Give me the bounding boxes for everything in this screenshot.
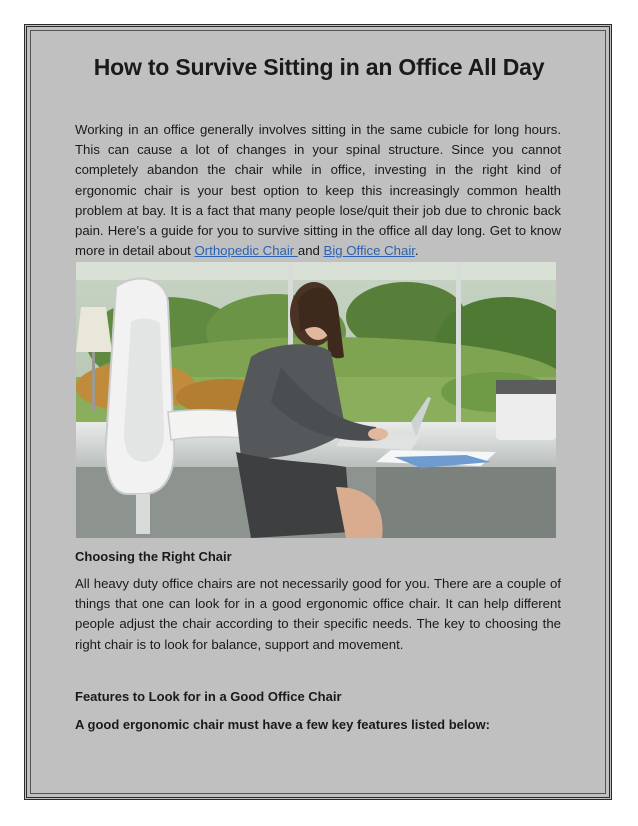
office-woman-photo: [76, 262, 556, 538]
intro-text: Working in an office generally involves sitting in the same cubicle for long hours. This can cause a lot of changes in your spinal structure. Since you cannot completely abandon the chair while in office, investing in the right kind of ergonomic chair is your best option to keep this increasingly common health problem at bay. It is a fact that many people lose/quit their job due to chronic back pain. Here’s a guide for you to survive sitting in the office all day long. Get to know more in detail about: [75, 122, 561, 259]
section-paragraph-choosing: All heavy duty office chairs are not necessarily good for you. There are a couple of things that one can look for in a good ergonomic office chair. It can help different people adjust the chair according to their specific needs. The key to choosing the right chair is to look for balance, support and movement.: [75, 576, 561, 652]
section-heading-features: Features to Look for in a Good Office Chair: [75, 689, 342, 704]
big-office-chair-link[interactable]: Big Office Chair: [323, 243, 415, 259]
intro-between: and: [297, 243, 324, 259]
page-title: How to Survive Sitting in an Office All Day: [93, 54, 545, 80]
orthopedic-chair-link[interactable]: Orthopedic Chair: [194, 243, 298, 259]
section-heading-choosing: Choosing the Right Chair: [75, 549, 232, 564]
intro-end: .: [414, 243, 419, 259]
intro-paragraph: [75, 120, 561, 261]
section-subheading-features: A good ergonomic chair must have a few key features listed below:: [75, 717, 490, 732]
